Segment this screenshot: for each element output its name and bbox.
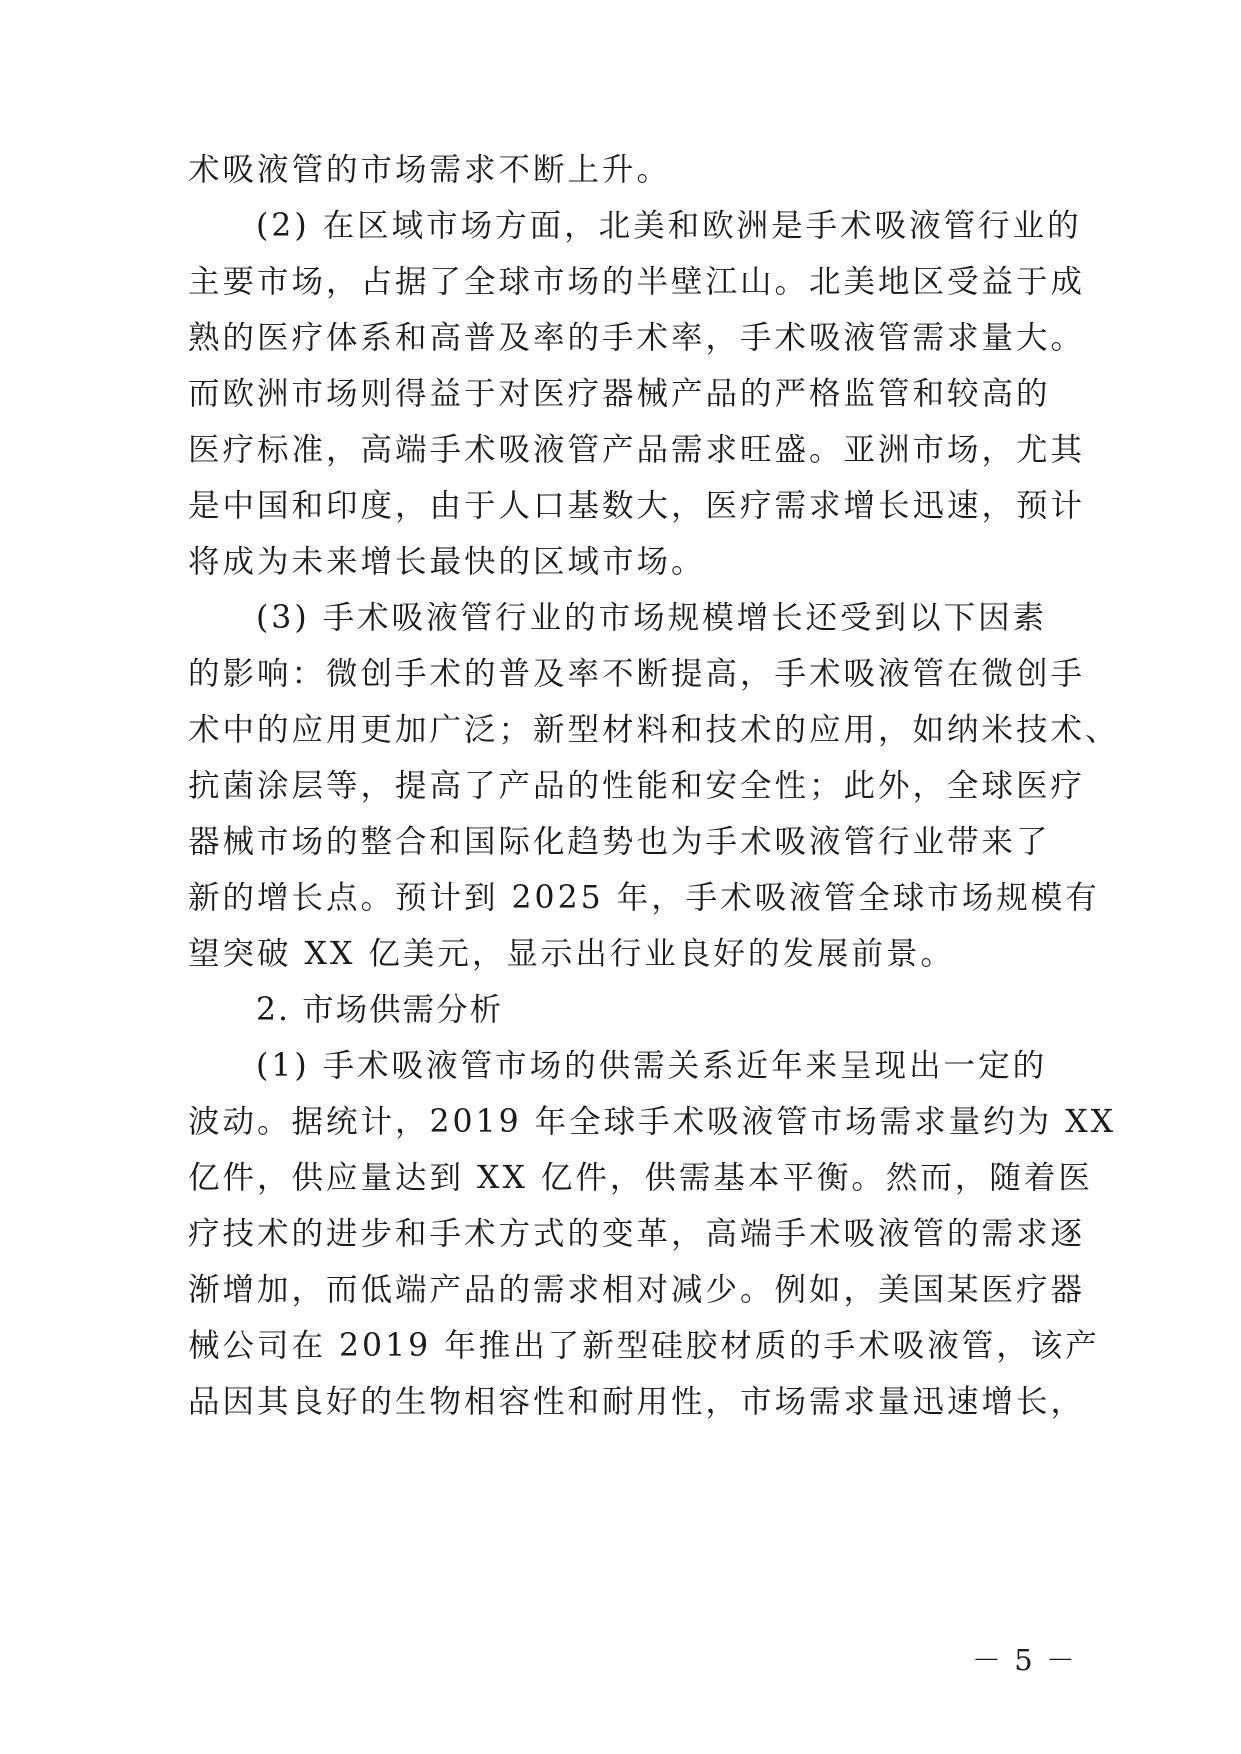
- paragraph-supply-start: (1) 手术吸液管市场的供需关系近年来呈现出一定的: [256, 1048, 1048, 1084]
- text-line: 医疗标准，高端手术吸液管产品需求旺盛。亚洲市场，尤其: [188, 432, 1086, 468]
- text-line: 主要市场，占据了全球市场的半壁江山。北美地区受益于成: [188, 264, 1086, 300]
- text-line: 的影响：微创手术的普及率不断提高，手术吸液管在微创手: [188, 656, 1086, 692]
- section-heading: 2. 市场供需分析: [256, 992, 504, 1028]
- text-line: 术中的应用更加广泛；新型材料和技术的应用，如纳米技术、: [188, 712, 1120, 748]
- text-line: 品因其良好的生物相容性和耐用性，市场需求量迅速增长，: [188, 1384, 1086, 1420]
- text-line: 亿件，供应量达到 XX 亿件，供需基本平衡。然而，随着医: [188, 1160, 1093, 1196]
- paragraph-2-start: (2) 在区域市场方面，北美和欧洲是手术吸液管行业的: [256, 208, 1082, 244]
- text-line: 械公司在 2019 年推出了新型硅胶材质的手术吸液管，该产: [188, 1328, 1100, 1364]
- text-line: 渐增加，而低端产品的需求相对减少。例如，美国某医疗器: [188, 1272, 1086, 1308]
- page-number: － 5 －: [972, 1643, 1077, 1677]
- text-line: 将成为未来增长最快的区域市场。: [188, 544, 706, 580]
- text-line: 术吸液管的市场需求不断上升。: [188, 152, 672, 188]
- text-line: 熟的医疗体系和高普及率的手术率，手术吸液管需求量大。: [188, 320, 1086, 356]
- text-line: 而欧洲市场则得益于对医疗器械产品的严格监管和较高的: [188, 376, 1051, 412]
- text-line: 疗技术的进步和手术方式的变革，高端手术吸液管的需求逐: [188, 1216, 1086, 1252]
- text-line: 抗菌涂层等，提高了产品的性能和安全性；此外，全球医疗: [188, 768, 1086, 804]
- text-line: 是中国和印度，由于人口基数大，医疗需求增长迅速，预计: [188, 488, 1086, 524]
- text-line: 望突破 XX 亿美元，显示出行业良好的发展前景。: [188, 936, 955, 972]
- text-line: 波动。据统计，2019 年全球手术吸液管市场需求量约为 XX: [188, 1104, 1117, 1140]
- text-line: 新的增长点。预计到 2025 年，手术吸液管全球市场规模有: [188, 880, 1100, 916]
- paragraph-3-start: (3) 手术吸液管行业的市场规模增长还受到以下因素: [256, 600, 1048, 636]
- text-line: 器械市场的整合和国际化趋势也为手术吸液管行业带来了: [188, 824, 1051, 860]
